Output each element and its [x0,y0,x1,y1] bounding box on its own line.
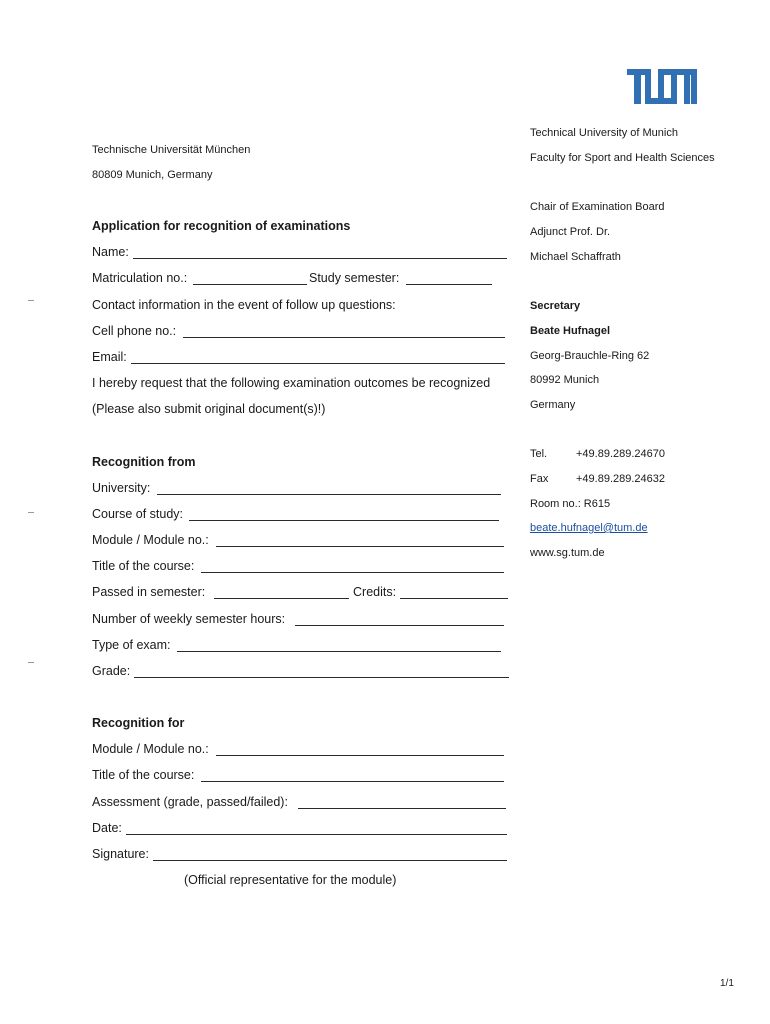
assessment-field[interactable] [298,808,506,809]
grade-label: Grade: [92,664,131,678]
semester-field[interactable] [406,284,492,285]
sidebar-faculty: Faculty for Sport and Health Sciences [530,152,715,164]
sidebar-university: Technical University of Munich [530,127,678,139]
credits-field[interactable] [400,598,508,599]
recognition-for-heading: Recognition for [92,716,185,730]
for-course-title-label: Title of the course: [92,768,195,782]
for-module-label: Module / Module no.: [92,742,209,756]
fold-mark-middle [28,512,34,513]
fold-mark-top [28,300,34,301]
from-module-field[interactable] [216,546,504,547]
from-course-of-study-label: Course of study: [92,507,184,521]
signature-label: Signature: [92,847,149,861]
assessment-label: Assessment (grade, passed/failed): [92,795,288,809]
semester-label: Study semester: [309,271,400,285]
sidebar-chair: Chair of Examination Board [530,201,665,213]
fax-label: Fax [530,473,549,485]
cell-phone-label: Cell phone no.: [92,324,177,338]
date-label: Date: [92,821,122,835]
secretary-name: Beate Hufnagel [530,325,611,337]
sidebar-person: Michael Schaffrath [530,251,621,263]
website-text: www.sg.tum.de [530,547,605,559]
signature-field[interactable] [153,860,507,861]
contact-info-text: Contact information in the event of follow up questions: [92,298,396,312]
exam-type-field[interactable] [177,651,501,652]
official-representative-note: (Official representative for the module) [184,873,397,887]
passed-semester-field[interactable] [214,598,349,599]
sender-address: 80809 Munich, Germany [92,169,213,181]
grade-field[interactable] [134,677,509,678]
submit-note: (Please also submit original document(s)!) [92,402,326,416]
weekly-hours-field[interactable] [295,625,504,626]
email-link[interactable]: beate.hufnagel@tum.de [530,522,648,534]
tel-value: +49.89.289.24670 [576,448,666,460]
recognition-from-heading: Recognition from [92,455,196,469]
email-field[interactable] [131,363,505,364]
matriculation-field[interactable] [193,284,307,285]
from-university-field[interactable] [157,494,501,495]
exam-type-label: Type of exam: [92,638,171,652]
credits-label: Credits: [353,585,397,599]
secretary-heading: Secretary [530,300,581,312]
from-university-label: University: [92,481,151,495]
sidebar-title: Adjunct Prof. Dr. [530,226,611,238]
cell-phone-field[interactable] [183,337,505,338]
tum-logo [627,69,697,104]
from-course-title-label: Title of the course: [92,559,195,573]
for-module-field[interactable] [216,755,504,756]
form-title: Application for recognition of examinations [92,219,351,233]
weekly-hours-label: Number of weekly semester hours: [92,612,286,626]
sidebar-street: Georg-Brauchle-Ring 62 [530,350,650,362]
sidebar-city: 80992 Munich [530,374,600,386]
from-course-title-field[interactable] [201,572,504,573]
name-label: Name: [92,245,129,259]
sidebar-room: Room no.: R615 [530,498,611,510]
tel-label: Tel. [530,448,548,460]
from-course-of-study-field[interactable] [189,520,499,521]
sender-university: Technische Universität München [92,144,251,156]
passed-semester-label: Passed in semester: [92,585,206,599]
fax-value: +49.89.289.24632 [576,473,666,485]
from-module-label: Module / Module no.: [92,533,209,547]
request-text: I hereby request that the following examination outcomes be recognized [92,376,491,390]
sidebar-country: Germany [530,399,576,411]
name-field[interactable] [133,258,507,259]
page-number: 1/1 [720,978,734,989]
matriculation-label: Matriculation no.: [92,271,188,285]
fold-mark-bottom [28,662,34,663]
date-field[interactable] [126,834,507,835]
for-course-title-field[interactable] [201,781,504,782]
email-label: Email: [92,350,127,364]
